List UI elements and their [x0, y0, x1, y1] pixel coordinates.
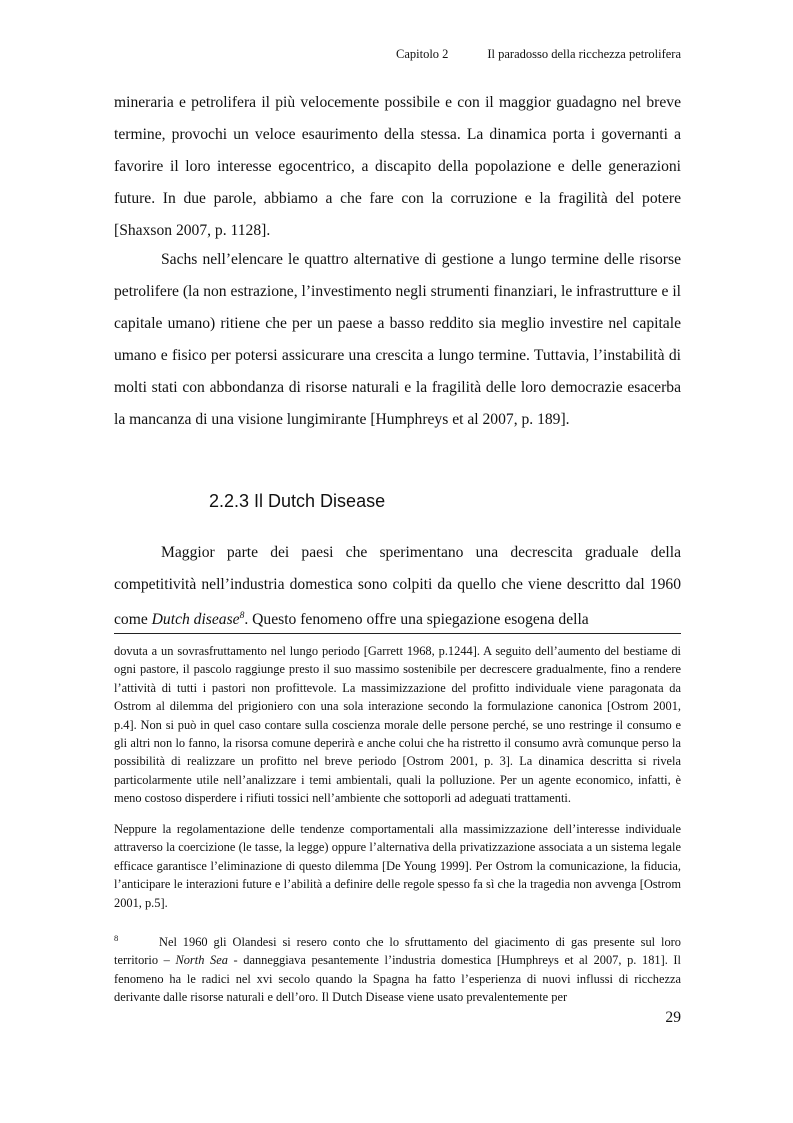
paragraph-1: mineraria e petrolifera il più velocemente possibile e con il maggior guadagno nel breve termine, provochi un veloce esaurimento della stessa. La dinamica porta i governanti a favorire il loro interesse egocentrico, a discapito della popolazione e delle generazioni future. In due parole, abbiamo a che fare con la corruzione e la fragilità del potere [Shaxson 2007, p. 1128].	[114, 94, 681, 239]
footnote-7-paragraph-2: Neppure la regolamentazione delle tendenze comportamentali alla massimizzazione dell’interesse individuale attraverso la coercizione (le tasse, la legge) oppure l’alternativa della privatizzazione associata a un sistema legale efficace garantisce l’eliminazione di questo dilemma [De Young 1999]. Per Ostrom la comunicazione, la fiducia, l’anticipare le interazioni future e l’abilità a definire delle regole spesso fa sì che la tragedia non avvenga [Ostrom 2001, p.5].	[114, 822, 681, 910]
running-header	[114, 47, 681, 63]
paragraph-3-start: Maggior parte dei paesi che sperimentano una decrescita graduale della competitività nell’industria domestica sono colpiti da quello che viene descritto dal 1960 come	[114, 544, 681, 628]
footnote-ref-8: 8	[239, 610, 245, 621]
footnote-separator	[114, 633, 681, 634]
header-title: Il paradosso della ricchezza petrolifera	[487, 47, 681, 61]
footnote-8: 8 Nel 1960 gli Olandesi si resero conto che lo sfruttamento del giacimento di gas presente sul loro territorio – North Sea - danneggiava pesantemente l’industria domestica [Humphreys et al 2007, p. 181]. Il fenomeno ha le radici nel xvi secolo quando la Spagna ha fatto l’esperienza di nuovi influssi di ricchezza derivante dalle risorse naturali e dell’oro. Il Dutch Disease viene usato prevalentemente per	[114, 932, 681, 1005]
footnote-8-text-a: Nel 1960 gli Olandesi si resero conto che lo sfruttamento del giacimento di gas presente sul loro territorio –	[114, 935, 681, 968]
section-heading: 2.2.3 Il Dutch Disease	[209, 491, 386, 511]
header-chapter: Capitolo 2	[396, 47, 449, 61]
paragraph-3-end: . Questo fenomeno offre una spiegazione esogena della	[244, 611, 589, 628]
paragraph-3	[114, 537, 681, 636]
footnote-8-text-b: - danneggiava pesantemente l’industria domestica [Humphreys et al 2007, p. 181]. Il fenomeno ha le radici nel xvi secolo quando la Spagna ha fatto l’esperienza di nuovi influssi di ricchezza derivante dalle risorse naturali e dell’oro. Il Dutch Disease viene usato prevalentemente per	[114, 953, 681, 1005]
dutch-disease-term: Dutch disease	[151, 611, 240, 628]
footnote-7-continued: dovuta a un sovrasfruttamento nel lungo periodo [Garrett 1968, p.1244]. A seguito dell’aumento del bestiame di ogni pastore, il pascolo raggiunge presto il suo massimo sostenibile per decrescere gradualmente, fino a rendere l’attività di tutti i pastori non profittevole. La massimizzazione del profitto individuale viene paragonata da Ostrom al dilemma del prigioniero con una sola interazione secondo la formulazione canonica [Ostrom 2001, p.4]. Non si può in quel caso contare sulla coscienza morale delle persone perché, se uno restringe il consumo e gli altri non lo fanno, la risorsa comune deperirà e anche colui che ha ristretto il consumo avrà comunque perso la possibilità di realizzare un profitto nel breve periodo [Ostrom 2001, p. 3]. La dinamica descritta si rivela particolarmente utile nell’analizzare i temi ambientali, quali la polluzione. Per un agente economico, infatti, è meno costoso disperdere i rifiuti tossici nell’ambiente che sottoporli ad adeguati trattamenti.	[114, 644, 681, 806]
page-number: 29	[665, 1009, 681, 1026]
footnote-8-italic: North Sea	[175, 953, 228, 968]
paragraph-2: Sachs nell’elencare le quattro alternative di gestione a lungo termine delle risorse petrolifere (la non estrazione, l’investimento negli strumenti finanziari, le infrastrutture e il capitale umano) ritiene che per un paese a basso reddito sia meglio investire nel capitale umano e fisico per potersi assicurare una crescita a lungo termine. Tuttavia, l’instabilità di molti stati con abbondanza di risorse naturali e la fragilità delle loro democrazie esacerba la mancanza di una visione lungimirante [Humphreys et al 2007, p. 189].	[114, 251, 681, 428]
